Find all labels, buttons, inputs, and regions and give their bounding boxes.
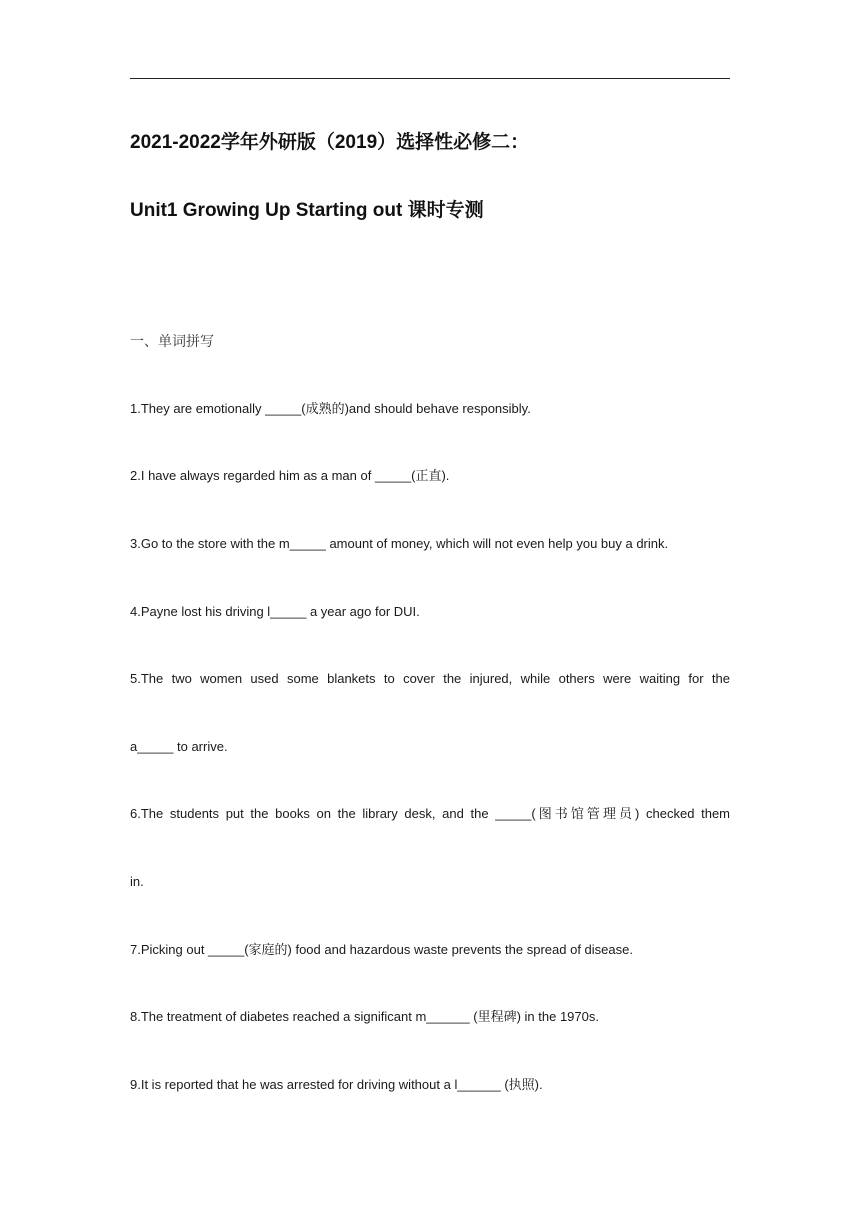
question-3: 3.Go to the store with the m_____ amount of money, which will not even help you buy a drink. bbox=[130, 536, 669, 551]
question-6-line-2: in. bbox=[130, 874, 144, 889]
document-subtitle: Unit1 Growing Up Starting out 课时专测 bbox=[130, 200, 484, 221]
header-rule bbox=[130, 78, 730, 79]
question-5-line-1: 5.The two women used some blankets to cover the injured, while others were waiting for the bbox=[130, 671, 730, 686]
document-title: 2021-2022学年外研版（2019）选择性必修二： bbox=[130, 132, 530, 153]
section-heading: 一、单词拼写 bbox=[130, 334, 214, 350]
question-2: 2.I have always regarded him as a man of _____(正直). bbox=[130, 468, 450, 483]
question-1: 1.They are emotionally _____(成熟的)and should behave responsibly. bbox=[130, 401, 531, 416]
question-8: 8.The treatment of diabetes reached a significant m______ (里程碑) in the 1970s. bbox=[130, 1009, 599, 1024]
question-5-line-2: a_____ to arrive. bbox=[130, 739, 228, 754]
question-9: 9.It is reported that he was arrested for driving without a l______ (执照). bbox=[130, 1077, 543, 1092]
question-6-line-1: 6.The students put the books on the library desk, and the _____(图书馆管理员) checked them bbox=[130, 806, 730, 821]
question-4: 4.Payne lost his driving l_____ a year ago for DUI. bbox=[130, 604, 420, 619]
question-7: 7.Picking out _____(家庭的) food and hazardous waste prevents the spread of disease. bbox=[130, 942, 633, 957]
